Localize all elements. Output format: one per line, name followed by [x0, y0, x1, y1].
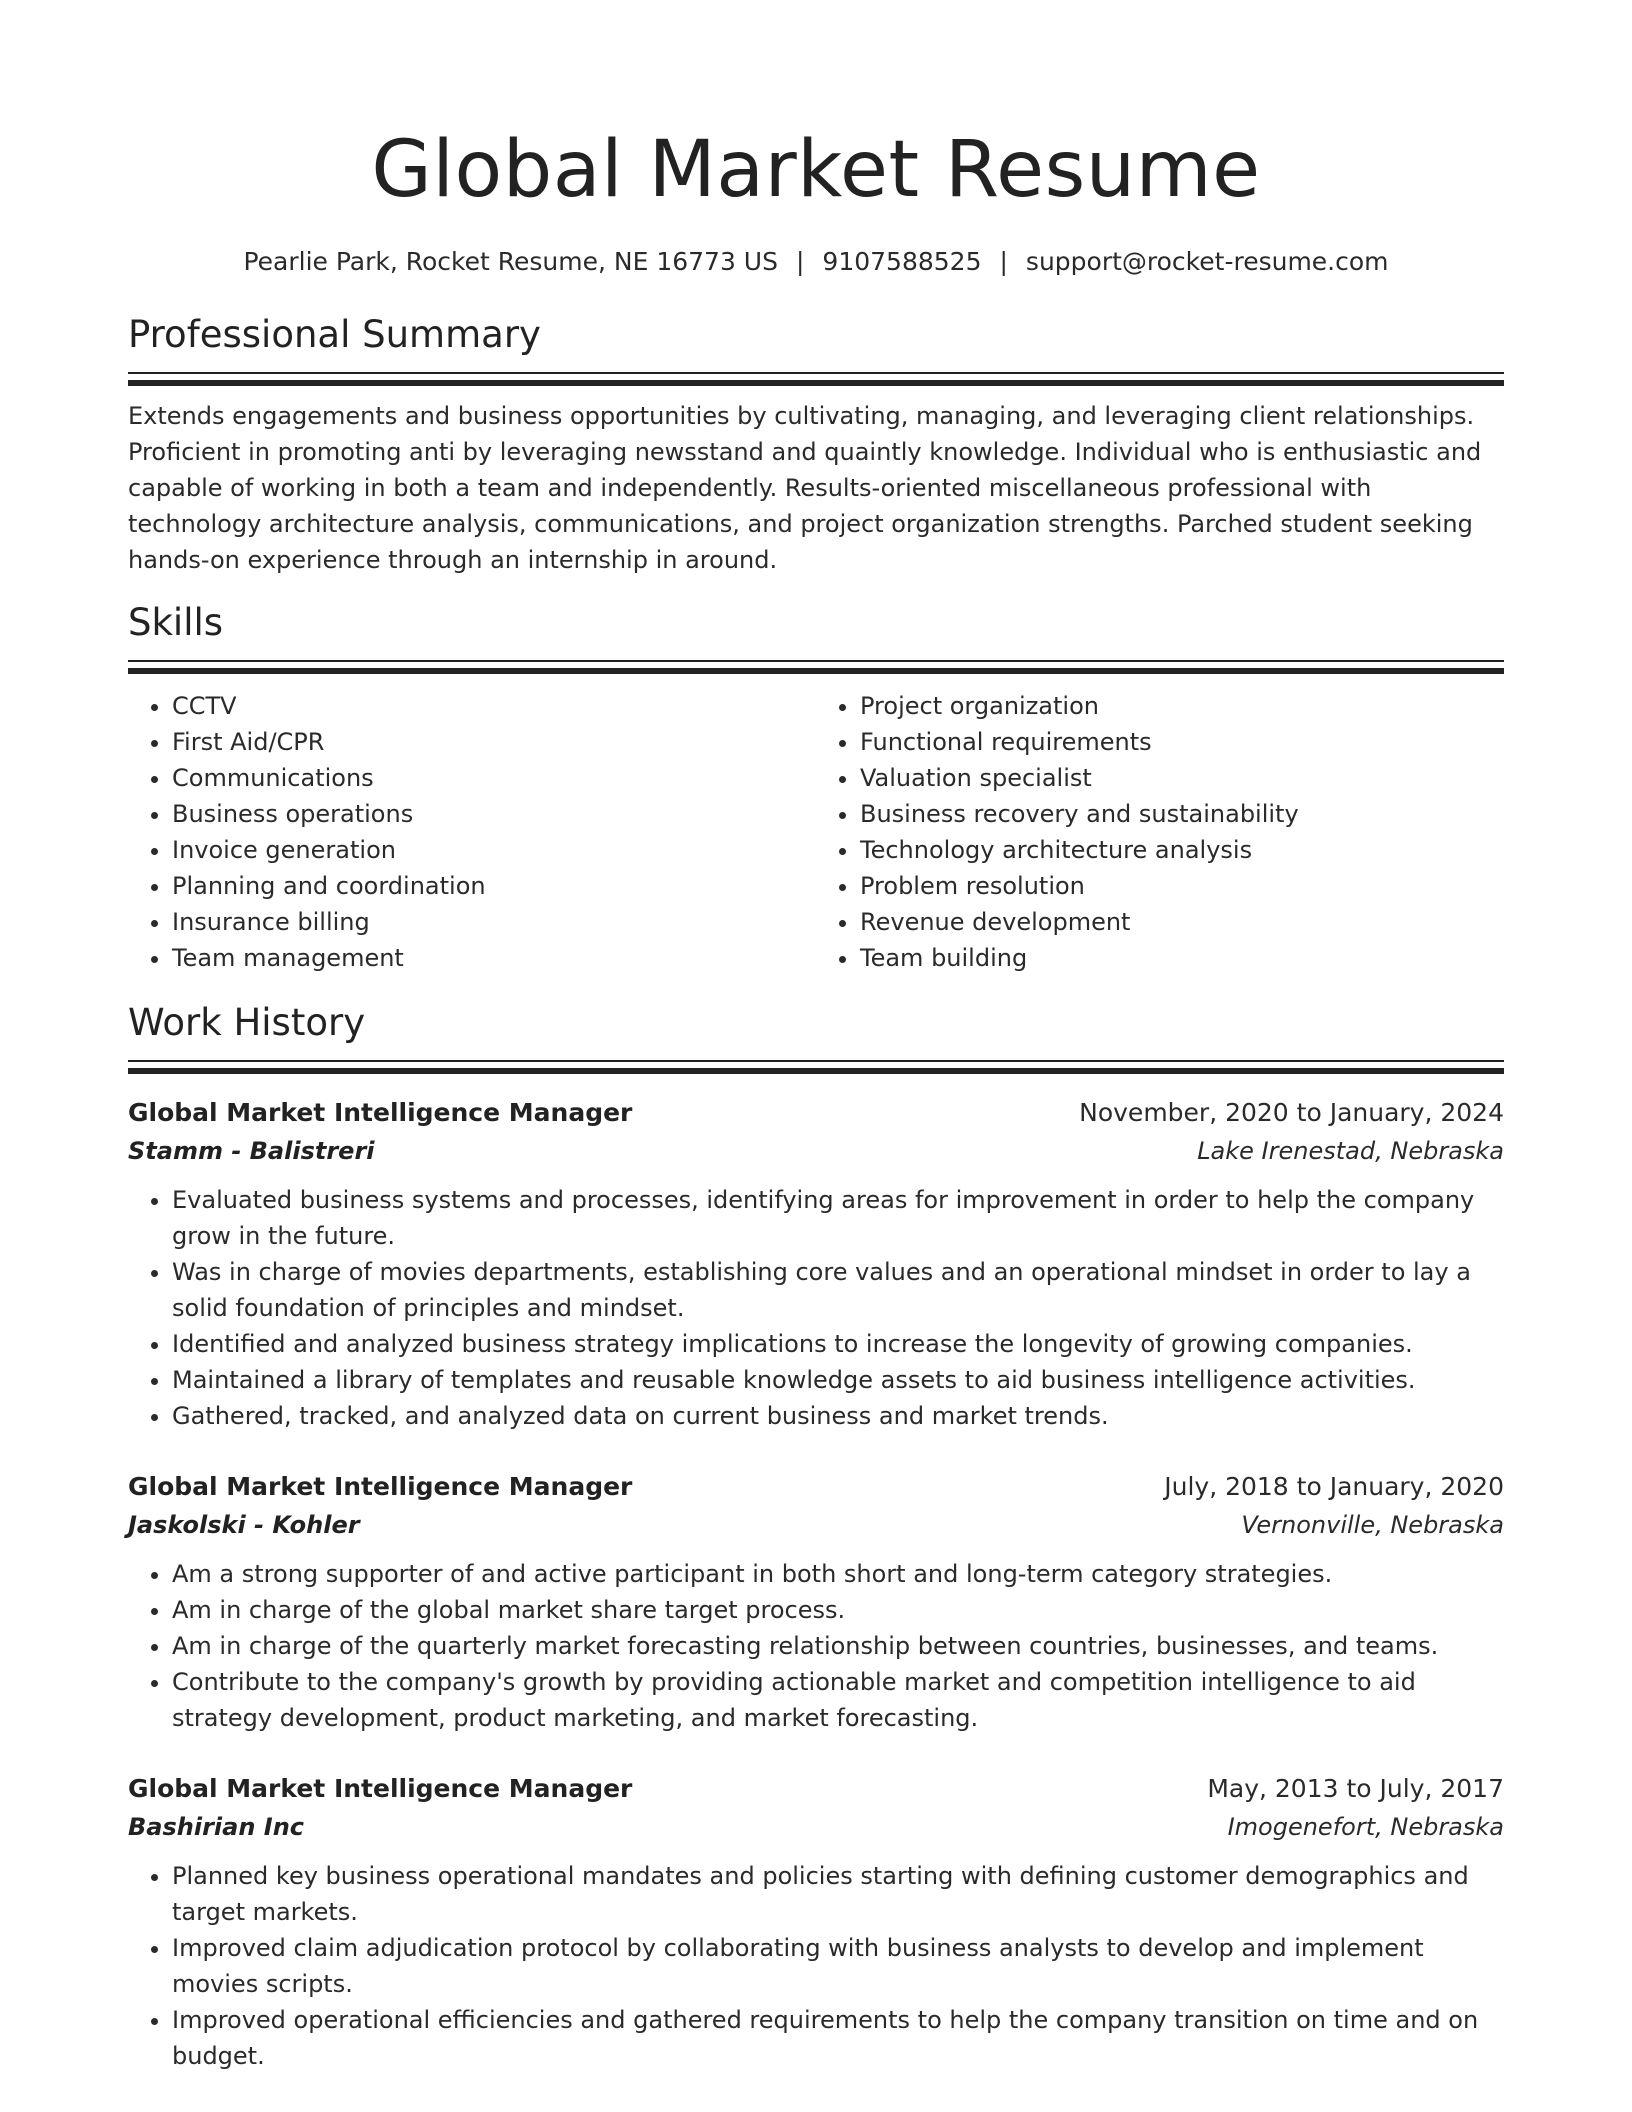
- job-bullet: • Maintained a library of templates and reusable knowledge assets to aid business intelligence activities.: [172, 1362, 1504, 1398]
- job-entry: [128, 1094, 1504, 1434]
- skill-item: • Team management: [172, 940, 816, 976]
- skills-column-right: [816, 688, 1504, 976]
- skill-item: • Problem resolution: [860, 868, 1504, 904]
- contact-separator: |: [795, 247, 805, 276]
- job-dates: May, 2013 to July, 2017: [1207, 1774, 1504, 1803]
- job-location: Imogenefort, Nebraska: [1227, 1813, 1504, 1841]
- job-bullet: • Am a strong supporter of and active participant in both short and long-term category strategies.: [172, 1556, 1504, 1592]
- job-bullet: • Improved operational efficiencies and gathered requirements to help the company transition on time and on budget.: [172, 2002, 1504, 2074]
- summary-text: Extends engagements and business opportunities by cultivating, managing, and leveraging client relationships. Proficient in promoting anti by leveraging newsstand and quaintly knowledge. Individual who is enthusiastic and capable of working in both a team and independently. Results-oriented miscellaneous professional with technology architecture analysis, communications, and project organization strengths. Parched student seeking hands-on experience through an internship in around.: [128, 402, 1482, 574]
- job-bullet: • Was in charge of movies departments, establishing core values and an operational mindset in order to lay a solid foundation of principles and mindset.: [172, 1254, 1504, 1326]
- job-company: Stamm - Balistreri: [128, 1137, 375, 1165]
- job-bullets: [128, 1182, 1504, 1434]
- job-bullet: • Am in charge of the global market share target process.: [172, 1592, 1504, 1628]
- section-divider: [128, 1060, 1504, 1062]
- job-bullet: • Am in charge of the quarterly market forecasting relationship between countries, businesses, and teams.: [172, 1628, 1504, 1664]
- contact-phone: 9107588525: [822, 247, 982, 276]
- skill-item: • First Aid/CPR: [172, 724, 816, 760]
- contact-separator: |: [999, 247, 1008, 276]
- job-entry: [128, 1770, 1504, 2074]
- section-divider: [128, 660, 1504, 662]
- job-bullet: • Identified and analyzed business strategy implications to increase the longevity of growing companies.: [172, 1326, 1504, 1362]
- job-company: Jaskolski - Kohler: [128, 1511, 360, 1539]
- job-company-row: [128, 1808, 1504, 1846]
- contact-address: Pearlie Park, Rocket Resume, NE 16773 US: [243, 247, 778, 276]
- skill-item: • Invoice generation: [172, 832, 816, 868]
- section-divider-thick: [128, 668, 1504, 674]
- skill-item: • Revenue development: [860, 904, 1504, 940]
- summary-heading: Professional Summary: [128, 313, 541, 356]
- skill-item: • Insurance billing: [172, 904, 816, 940]
- work-history-section: [128, 998, 1504, 2074]
- skill-item: • Functional requirements: [860, 724, 1504, 760]
- skill-item: • Business recovery and sustainability: [860, 796, 1504, 832]
- skill-item: • Business operations: [172, 796, 816, 832]
- contact-email: support@rocket-resume.com: [1025, 247, 1389, 276]
- job-bullets: [128, 1858, 1504, 2074]
- skill-item: • Planning and coordination: [172, 868, 816, 904]
- contact-line: [128, 246, 1504, 278]
- section-divider: [128, 372, 1504, 374]
- summary-section: [128, 310, 1504, 578]
- skill-item: • Valuation specialist: [860, 760, 1504, 796]
- resume-title: Global Market Resume: [371, 125, 1261, 215]
- skill-item: • CCTV: [172, 688, 816, 724]
- job-dates: July, 2018 to January, 2020: [1164, 1472, 1504, 1501]
- job-bullet: • Improved claim adjudication protocol by collaborating with business analysts to develop and implement movies scripts.: [172, 1930, 1504, 2002]
- skill-item: • Technology architecture analysis: [860, 832, 1504, 868]
- job-company: Bashirian Inc: [128, 1813, 305, 1841]
- job-title: Global Market Intelligence Manager: [128, 1774, 633, 1803]
- skills-column-left: [128, 688, 816, 976]
- job-location: Vernonville, Nebraska: [1241, 1511, 1504, 1539]
- job-bullet: • Contribute to the company's growth by providing actionable market and competition intelligence to aid strategy development, product marketing, and market forecasting.: [172, 1664, 1504, 1736]
- job-location: Lake Irenestad, Nebraska: [1197, 1137, 1504, 1165]
- section-divider-thick: [128, 1068, 1504, 1074]
- job-bullet: • Planned key business operational mandates and policies starting with defining customer demographics and target markets.: [172, 1858, 1504, 1930]
- job-entry: [128, 1468, 1504, 1736]
- job-header-row: [128, 1770, 1504, 1808]
- skills-section: [128, 598, 1504, 976]
- job-title: Global Market Intelligence Manager: [128, 1472, 633, 1501]
- job-header-row: [128, 1468, 1504, 1506]
- job-bullets: [128, 1556, 1504, 1736]
- skill-item: • Project organization: [860, 688, 1504, 724]
- job-company-row: [128, 1506, 1504, 1544]
- job-title: Global Market Intelligence Manager: [128, 1098, 633, 1127]
- work-history-heading: Work History: [128, 1001, 366, 1044]
- job-bullet: • Evaluated business systems and processes, identifying areas for improvement in order to help the company grow in the future.: [172, 1182, 1504, 1254]
- skill-item: • Communications: [172, 760, 816, 796]
- skills-heading: Skills: [128, 601, 224, 644]
- skill-item: • Team building: [860, 940, 1504, 976]
- job-dates: November, 2020 to January, 2024: [1079, 1098, 1504, 1127]
- job-bullet: • Gathered, tracked, and analyzed data on current business and market trends.: [172, 1398, 1504, 1434]
- section-divider-thick: [128, 380, 1504, 386]
- job-header-row: [128, 1094, 1504, 1132]
- job-company-row: [128, 1132, 1504, 1170]
- skills-grid: [128, 688, 1504, 976]
